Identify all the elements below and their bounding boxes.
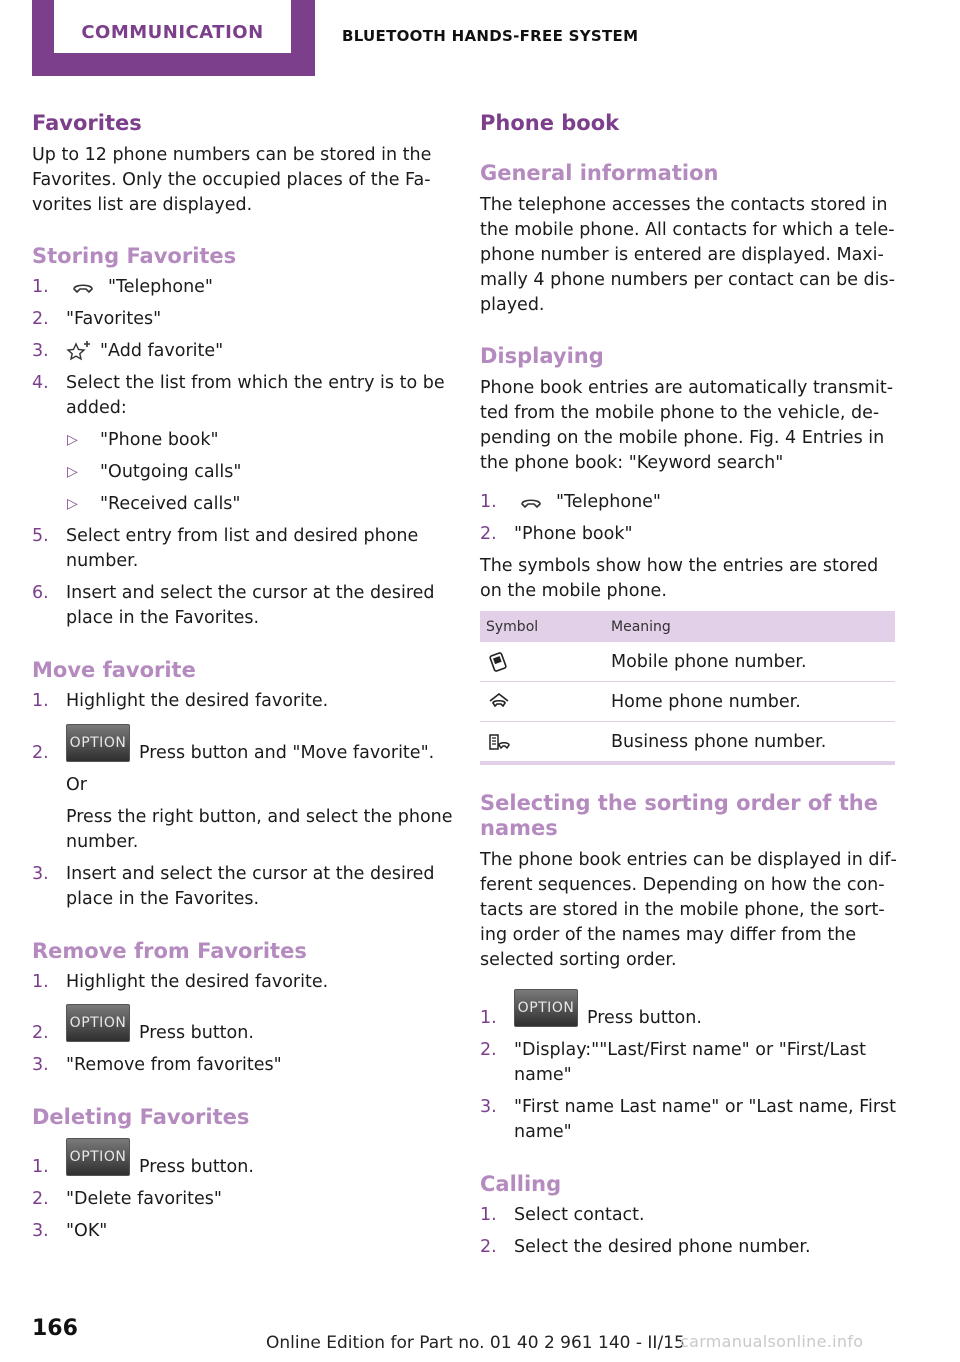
symbols-text-line: The symbols show how the entries are stored (480, 556, 879, 576)
sorting-text-line: ing order of the names may differ from the (480, 925, 857, 945)
table-header (480, 611, 895, 642)
step-number: 1. (480, 1205, 497, 1225)
list-item-text: "Display:""Last/First name" or "First/Last (514, 1040, 866, 1060)
step-number: 1. (32, 691, 49, 711)
step-number: 3. (32, 341, 49, 361)
step-number: 2. (32, 1189, 49, 1209)
edition-text: Online Edition for Part no. 01 40 2 961 140 - II/15 (266, 1333, 685, 1353)
list-item-text: Insert and select the cursor at the desired (66, 864, 435, 884)
step-number: 3. (32, 1055, 49, 1075)
list-item-text: Press button and "Move favorite". (139, 743, 435, 763)
favorites-text-line: Favorites. Only the occupied places of the Fa‐ (32, 170, 431, 190)
step-number: 3. (32, 864, 49, 884)
step-number: 2. (32, 1023, 49, 1043)
list-item-text: "Favorites" (66, 309, 162, 329)
table-cell-meaning: Home phone number. (611, 692, 801, 712)
sublist-item: "Received calls" (100, 494, 241, 514)
step-number: 6. (32, 583, 49, 603)
table-cell-meaning: Business phone number. (611, 732, 827, 752)
general-information-heading: General information (480, 161, 719, 185)
list-item-text: Select the desired phone number. (514, 1237, 811, 1257)
storing-favorites-heading: Storing Favorites (32, 244, 237, 268)
table-row-divider (480, 721, 895, 722)
calling-heading: Calling (480, 1172, 562, 1196)
bullet-triangle-icon: ▷ (67, 496, 78, 512)
table-row-divider (480, 681, 895, 682)
step-number: 3. (32, 1221, 49, 1241)
symbols-text-line: on the mobile phone. (480, 581, 667, 601)
deleting-favorites-heading: Deleting Favorites (32, 1105, 250, 1129)
remove-favorites-heading: Remove from Favorites (32, 939, 307, 963)
list-item-text: "Remove from favorites" (66, 1055, 282, 1075)
option-button[interactable]: OPTION (66, 1138, 130, 1176)
general-text-line: mally 4 phone numbers per contact can be dis‐ (480, 270, 895, 290)
list-item-text: Highlight the desired favorite. (66, 691, 329, 711)
table-header-symbol: Symbol (486, 619, 539, 635)
displaying-text-line: the phone book: "Keyword search" (480, 453, 784, 473)
bullet-triangle-icon: ▷ (67, 432, 78, 448)
list-item-text: Highlight the desired favorite. (66, 972, 329, 992)
step-number: 2. (480, 1237, 497, 1257)
sorting-text-line: ferent sequences. Depending on how the con‐ (480, 875, 885, 895)
list-item-text: "Delete favorites" (66, 1189, 222, 1209)
phone-book-heading: Phone book (480, 111, 620, 135)
list-item-text: "Telephone" (556, 492, 661, 512)
sorting-order-heading: names (480, 816, 558, 840)
list-item-text: "First name Last name" or "Last name, First (514, 1097, 897, 1117)
step-number: 1. (480, 492, 497, 512)
option-button[interactable]: OPTION (66, 724, 130, 762)
step-number: 2. (480, 1040, 497, 1060)
list-item-text: Select the list from which the entry is to be (66, 373, 445, 393)
list-item-text: Insert and select the cursor at the desired (66, 583, 435, 603)
sublist-item: "Phone book" (100, 430, 219, 450)
favorites-heading: Favorites (32, 111, 142, 135)
sublist-item: "Outgoing calls" (100, 462, 242, 482)
list-item-text: Press button. (139, 1157, 254, 1177)
list-item-text: added: (66, 398, 127, 418)
step-number: 1. (32, 277, 49, 297)
list-item-text: "Telephone" (108, 277, 213, 297)
page-number: 166 (32, 1316, 78, 1341)
displaying-text-line: pending on the mobile phone. Fig. 4 Entries in (480, 428, 885, 448)
favorites-text-line: vorites list are displayed. (32, 195, 253, 215)
step-number: 2. (32, 743, 49, 763)
general-text-line: phone number is entered are displayed. Maxi‐ (480, 245, 884, 265)
watermark: carmanualsonline.info (680, 1332, 864, 1351)
bullet-triangle-icon: ▷ (67, 464, 78, 480)
displaying-text-line: ted from the mobile phone to the vehicle, de‐ (480, 403, 880, 423)
sorting-text-line: tacts are stored in the mobile phone, the sort‐ (480, 900, 885, 920)
table-header-meaning: Meaning (611, 619, 671, 635)
general-text-line: played. (480, 295, 545, 315)
table-cell-meaning: Mobile phone number. (611, 652, 807, 672)
step-number: 4. (32, 373, 49, 393)
sorting-text-line: selected sorting order. (480, 950, 677, 970)
step-number: 1. (480, 1008, 497, 1028)
add-favorite-star-icon (66, 340, 92, 362)
list-item-text: Select contact. (514, 1205, 645, 1225)
alt-text-line: number. (66, 832, 139, 852)
list-item-text: name" (514, 1122, 572, 1142)
phone-handset-icon (70, 280, 96, 298)
step-number: 5. (32, 526, 49, 546)
sorting-text-line: The phone book entries can be displayed in dif‐ (480, 850, 897, 870)
list-item-text: "Add favorite" (100, 341, 224, 361)
home-phone-icon (487, 691, 511, 713)
list-item-text: Press button. (139, 1023, 254, 1043)
alt-text-line: Press the right button, and select the phone (66, 807, 453, 827)
step-number: 2. (480, 524, 497, 544)
table-bottom-rule (480, 761, 895, 765)
sorting-order-heading: Selecting the sorting order of the (480, 791, 878, 815)
list-item-text: name" (514, 1065, 572, 1085)
list-item-text: "OK" (66, 1221, 108, 1241)
section-tab[interactable] (54, 0, 291, 53)
business-phone-icon (487, 731, 511, 753)
displaying-heading: Displaying (480, 344, 604, 368)
list-item-text: "Phone book" (514, 524, 633, 544)
favorites-text-line: Up to 12 phone numbers can be stored in the (32, 145, 432, 165)
list-item-text: place in the Favorites. (66, 889, 260, 909)
phone-handset-icon (518, 495, 544, 513)
or-text: Or (66, 775, 87, 795)
list-item-text: place in the Favorites. (66, 608, 260, 628)
list-item-text: Press button. (587, 1008, 702, 1028)
list-item-text: number. (66, 551, 139, 571)
general-text-line: the mobile phone. All contacts for which a tele‐ (480, 220, 895, 240)
step-number: 1. (32, 1157, 49, 1177)
option-button[interactable]: OPTION (66, 1004, 130, 1042)
step-number: 2. (32, 309, 49, 329)
step-number: 1. (32, 972, 49, 992)
general-text-line: The telephone accesses the contacts stored in (480, 195, 888, 215)
displaying-text-line: Phone book entries are automatically transmit‐ (480, 378, 894, 398)
step-number: 3. (480, 1097, 497, 1117)
move-favorite-heading: Move favorite (32, 658, 196, 682)
list-item-text: Select entry from list and desired phone (66, 526, 419, 546)
subsection-title: BLUETOOTH HANDS-FREE SYSTEM (342, 27, 639, 45)
option-button[interactable]: OPTION (514, 989, 578, 1027)
mobile-phone-icon (487, 651, 509, 673)
section-tab-label: COMMUNICATION (81, 22, 264, 43)
